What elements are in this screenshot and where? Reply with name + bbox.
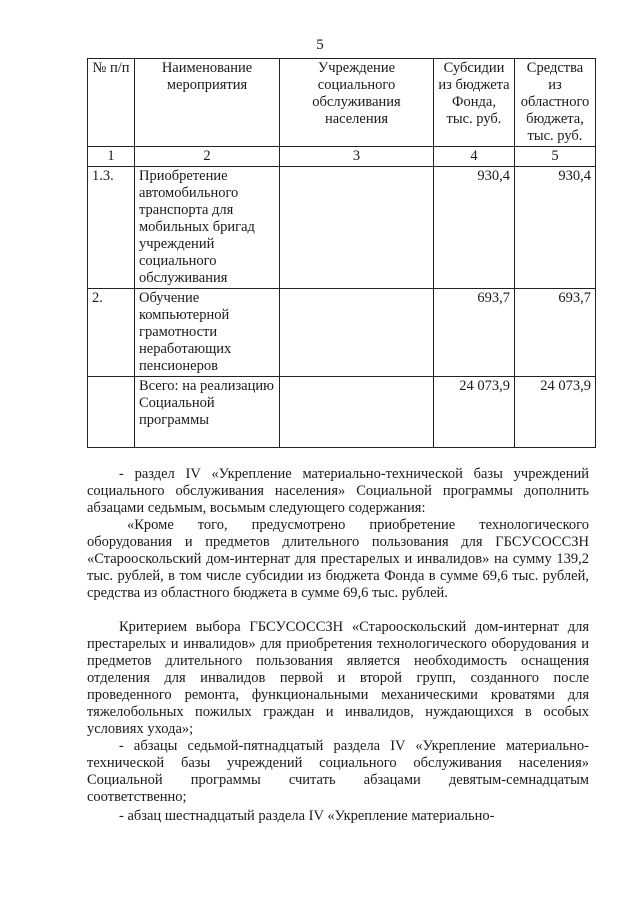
index-cell: 3 xyxy=(280,147,434,167)
row-regional-value: 24 073,9 xyxy=(515,377,596,448)
table-row xyxy=(88,289,596,377)
row-fund-value: 693,7 xyxy=(434,289,515,377)
page-number: 5 xyxy=(316,37,324,53)
header-fund-subsidy: Субсидии из бюджета Фонда, тыс. руб. xyxy=(434,59,515,147)
row-number xyxy=(88,377,135,448)
table-total-row xyxy=(88,377,596,448)
header-institution: Учреждение социального обслуживания населения xyxy=(280,59,434,147)
paragraph: - абзацы седьмой-пятнадцатый раздела IV «Укрепление материально-технической базы учреждений социального обслуживания населения» Социальной программы считать абзацами девятым-семнадцатым соответственно; xyxy=(87,738,589,805)
row-name: Приобретение автомобильного транспорта для мобильных бригад учреждений социального обслуживания xyxy=(135,167,280,289)
row-number: 2. xyxy=(88,289,135,377)
paragraph: «Кроме того, предусмотрено приобретение технологического оборудования и предметов длительного пользования для ГБСУСОССЗН «Старооскольский дом-интернат для престарелых и инвалидов» на сумму 139,2 тыс. рублей, в том числе субсидии из бюджета Фонда в сумме 69,6 тыс. рублей, средства из областного бюджета в сумме 69,6 тыс. рублей. xyxy=(87,517,589,601)
header-event-name: Наименование мероприятия xyxy=(135,59,280,147)
index-cell: 5 xyxy=(515,147,596,167)
header-regional-funds: Средства из областного бюджета, тыс. руб. xyxy=(515,59,596,147)
table-row xyxy=(88,167,596,289)
header-number: № п/п xyxy=(88,59,135,147)
row-name: Обучение компьютерной грамотности неработающих пенсионеров xyxy=(135,289,280,377)
index-cell: 2 xyxy=(135,147,280,167)
row-institution xyxy=(280,289,434,377)
table-index-row xyxy=(88,147,596,167)
row-name: Всего: на реализацию Социальной программы xyxy=(135,377,280,448)
row-fund-value: 930,4 xyxy=(434,167,515,289)
row-number: 1.3. xyxy=(88,167,135,289)
row-regional-value: 930,4 xyxy=(515,167,596,289)
paragraph: Критерием выбора ГБСУСОССЗН «Старооскольский дом-интернат для престарелых и инвалидов» для приобретения технологического оборудования и предметов длительного пользования является необходимость оснащения отделения для инвалидов первой и второй групп, созданного после проведенного ремонта, функциональными механическими кроватями для тяжелобольных пожилых граждан и инвалидов, нуждающихся в особых условиях ухода»; xyxy=(87,619,589,737)
row-fund-value: 24 073,9 xyxy=(434,377,515,448)
program-table xyxy=(87,58,596,448)
index-cell: 4 xyxy=(434,147,515,167)
paragraph: - раздел IV «Укрепление материально-технической базы учреждений социального обслуживания населения» Социальной программы дополнить абзацами седьмым, восьмым следующего содержания: xyxy=(87,466,589,516)
paragraph: - абзац шестнадцатый раздела IV «Укрепление материально- xyxy=(119,808,495,824)
row-institution xyxy=(280,167,434,289)
row-institution xyxy=(280,377,434,448)
table-header-row xyxy=(88,59,596,147)
index-cell: 1 xyxy=(88,147,135,167)
row-regional-value: 693,7 xyxy=(515,289,596,377)
